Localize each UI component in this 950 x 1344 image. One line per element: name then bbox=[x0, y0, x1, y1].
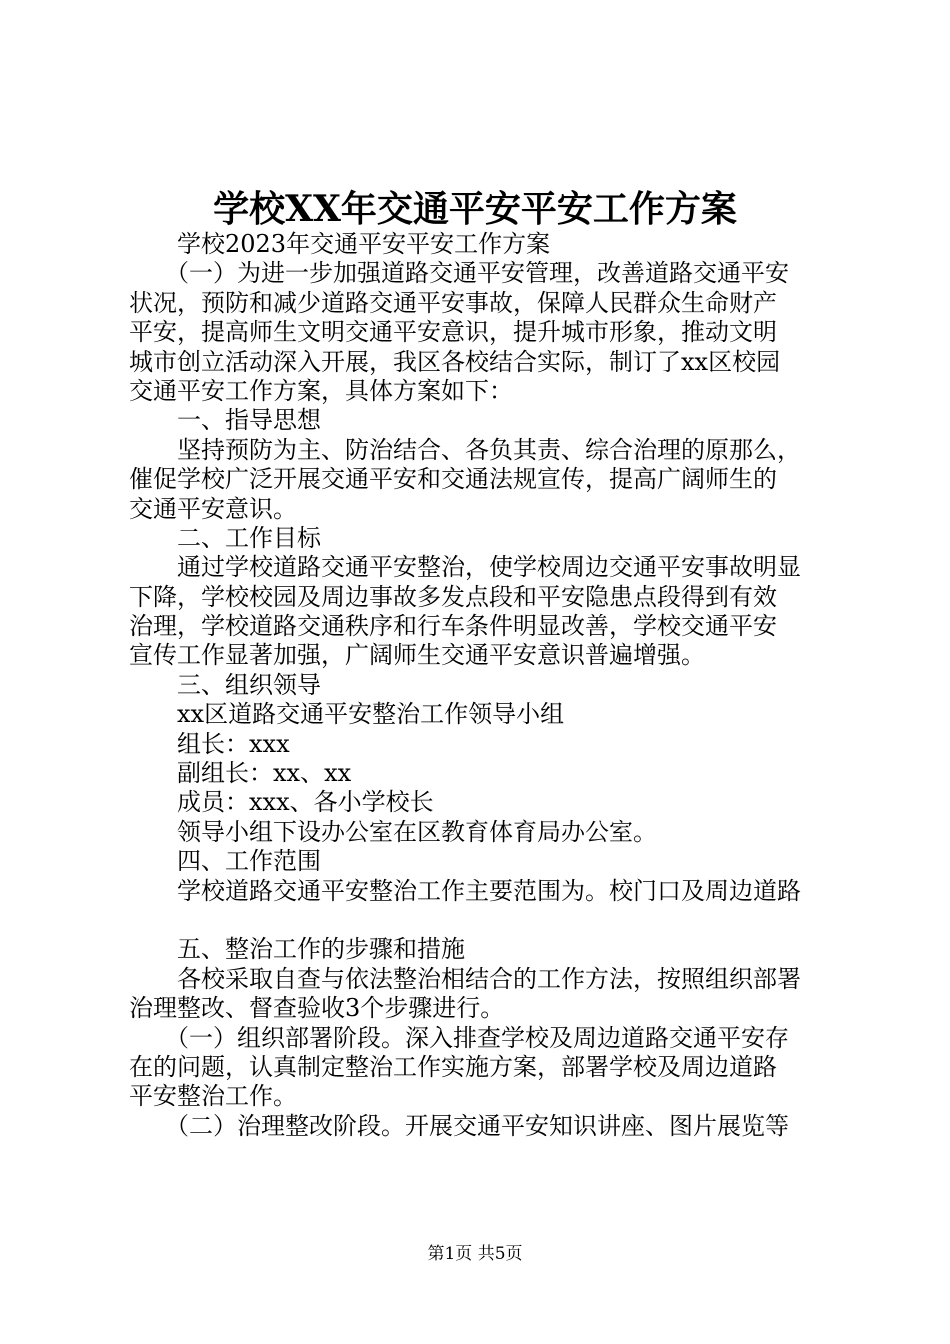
blank-line bbox=[129, 906, 834, 935]
body-line: 组长：xxx bbox=[129, 729, 290, 758]
body-line: 各校采取自查与依法整治相结合的工作方法，按照组织部署 bbox=[129, 964, 801, 993]
body-line: 学校道路交通平安整治工作主要范围为。校门口及周边道路 bbox=[129, 876, 801, 905]
body-line: 平安，提高师生文明交通平安意识，提升城市形象，推动文明 bbox=[129, 318, 777, 347]
body-line: 成员：xxx、各小学校长 bbox=[129, 788, 434, 817]
body-line: xx区道路交通平安整治工作领导小组 bbox=[129, 700, 565, 729]
body-line: 在的问题，认真制定整治工作实施方案，部署学校及周边道路 bbox=[129, 1052, 777, 1081]
body-line: 治理整改、督查验收3个步骤进行。 bbox=[129, 994, 505, 1023]
body-line: 一、指导思想 bbox=[129, 406, 321, 435]
document-body bbox=[129, 230, 834, 1141]
body-line: 状况，预防和减少道路交通平安事故，保障人民群众生命财产 bbox=[129, 288, 777, 317]
body-line: 三、组织领导 bbox=[129, 670, 321, 699]
body-line: 通过学校道路交通平安整治，使学校周边交通平安事故明显 bbox=[129, 553, 801, 582]
body-line: （一）组织部署阶段。深入排查学校及周边道路交通平安存 bbox=[129, 1023, 789, 1052]
body-line: 宣传工作显著加强，广阔师生交通平安意识普遍增强。 bbox=[129, 641, 705, 670]
body-line: 下降，学校校园及周边事故多发点段和平安隐患点段得到有效 bbox=[129, 582, 777, 611]
body-line: 四、工作范围 bbox=[129, 847, 321, 876]
body-line: 坚持预防为主、防治结合、各负其责、综合治理的原那么， bbox=[129, 435, 801, 464]
body-line: 平安整治工作。 bbox=[129, 1082, 297, 1111]
body-line: 学校2023年交通平安平安工作方案 bbox=[129, 230, 551, 258]
body-line: 治理，学校道路交通秩序和行车条件明显改善，学校交通平安 bbox=[129, 612, 777, 641]
page-footer: 第1页 共5页 bbox=[427, 1244, 523, 1264]
body-line: 五、整治工作的步骤和措施 bbox=[129, 935, 465, 964]
document-title: 学校XX年交通平安平安工作方案 bbox=[213, 188, 737, 230]
body-line: 交通平安意识。 bbox=[129, 494, 297, 523]
body-line: （二）治理整改阶段。开展交通平安知识讲座、图片展览等 bbox=[129, 1111, 789, 1140]
body-line: 领导小组下设办公室在区教育体育局办公室。 bbox=[129, 817, 657, 846]
body-line: 城市创立活动深入开展，我区各校结合实际，制订了xx区校园 bbox=[129, 347, 781, 376]
body-line: 副组长：xx、xx bbox=[129, 759, 352, 788]
body-line: 二、工作目标 bbox=[129, 523, 321, 552]
body-line: 催促学校广泛开展交通平安和交通法规宣传，提高广阔师生的 bbox=[129, 465, 777, 494]
body-line: 交通平安工作方案，具体方案如下： bbox=[129, 376, 513, 405]
body-line: （一）为进一步加强道路交通平安管理，改善道路交通平安 bbox=[129, 259, 789, 288]
